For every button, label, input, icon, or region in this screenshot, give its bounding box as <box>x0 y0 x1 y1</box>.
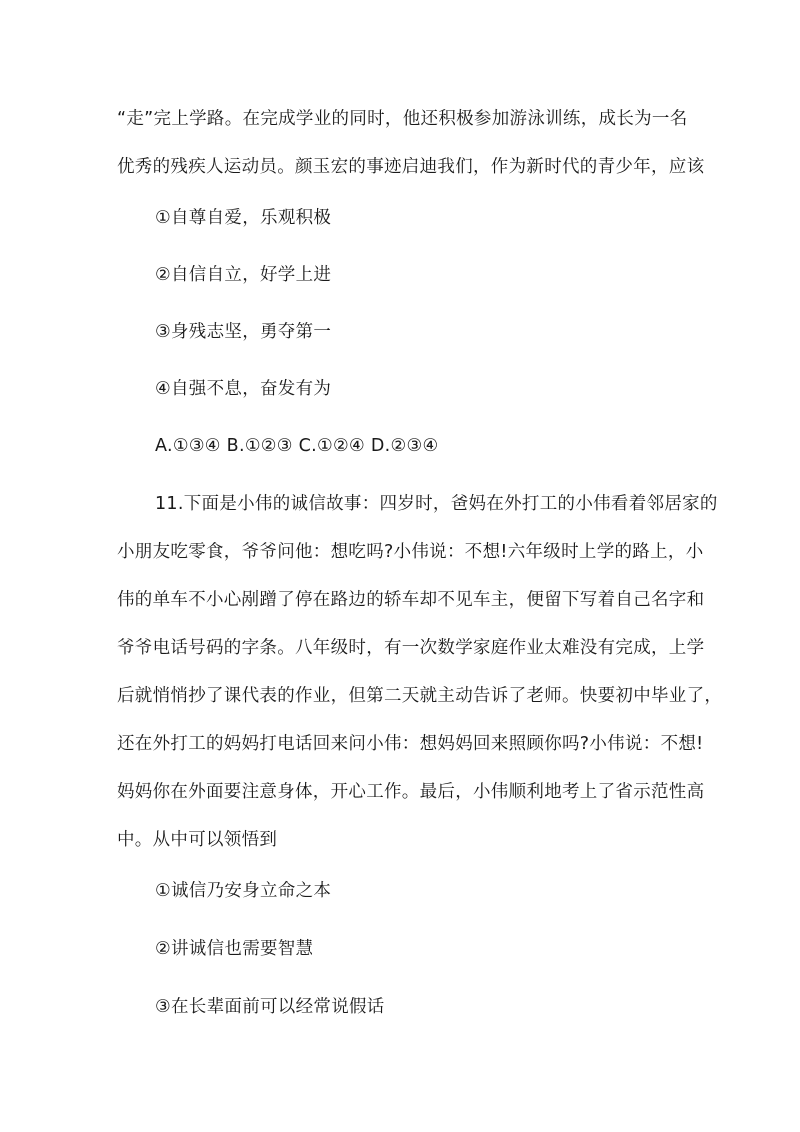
q11-stem-line-5: 后就悄悄抄了课代表的作业，但第二天就主动告诉了老师。快要初中毕业了， <box>117 686 723 706</box>
q10-option-4: ④自强不息，奋发有为 <box>155 379 332 399</box>
q10-option-3: ③身残志坚，勇夺第一 <box>155 322 332 342</box>
q11-option-2: ②讲诚信也需要智慧 <box>155 939 314 959</box>
q11-stem-line-6: 还在外打工的妈妈打电话回来问小伟：想妈妈回来照顾你吗?小伟说：不想! <box>117 734 704 754</box>
q11-stem-line-4: 爷爷电话号码的字条。八年级时，有一次数学家庭作业太难没有完成，上学 <box>117 638 705 658</box>
q11-stem-line-7: 妈妈你在外面要注意身体，开心工作。最后，小伟顺利地考上了省示范性高 <box>117 782 705 802</box>
q10-stem-line-2: 优秀的残疾人运动员。颜玉宏的事迹启迪我们，作为新时代的青少年，应该 <box>117 157 705 177</box>
q11-option-3: ③在长辈面前可以经常说假话 <box>155 997 385 1017</box>
q10-answer-choices: A.①③④ B.①②③ C.①②④ D.②③④ <box>155 436 439 456</box>
q11-stem-line-8: 中。从中可以领悟到 <box>117 830 278 850</box>
q11-stem-line-1: 11.下面是小伟的诚信故事：四岁时，爸妈在外打工的小伟看着邻居家的 <box>155 494 718 514</box>
q11-stem-line-3: 伟的单车不小心剐蹭了停在路边的轿车却不见车主，便留下写着自己名字和 <box>117 590 705 610</box>
q11-option-1: ①诚信乃安身立命之本 <box>155 881 332 901</box>
q10-stem-line-1: “走”完上学路。在完成学业的同时，他还积极参加游泳训练，成长为一名 <box>117 109 688 129</box>
q11-stem-line-2: 小朋友吃零食，爷爷问他：想吃吗?小伟说：不想!六年级时上学的路上，小 <box>117 542 704 562</box>
q10-option-2: ②自信自立，好学上进 <box>155 265 332 285</box>
q10-option-1: ①自尊自爱，乐观积极 <box>155 208 332 228</box>
